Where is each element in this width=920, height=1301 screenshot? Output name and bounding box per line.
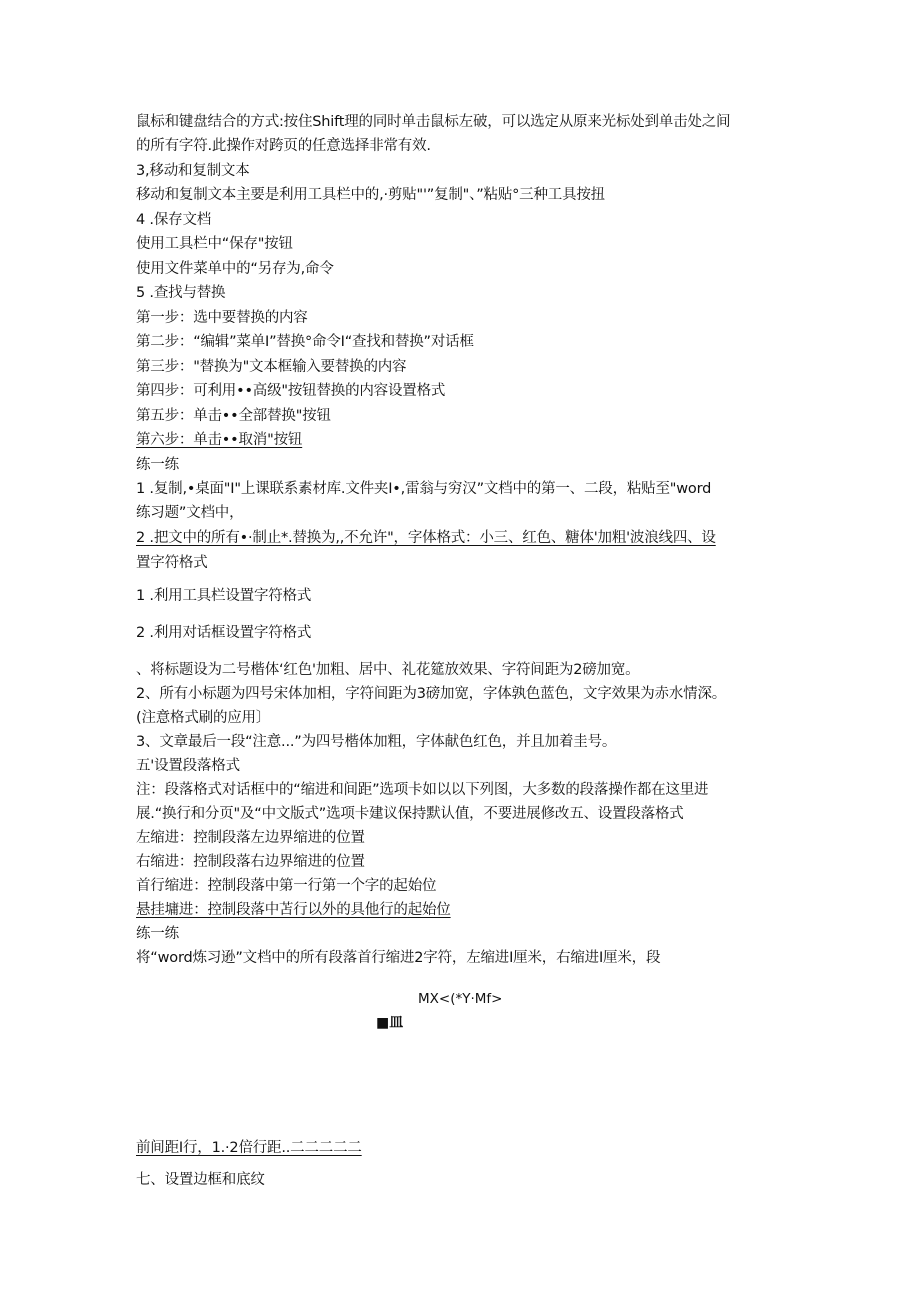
- text-line: 鼠标和键盘结合的方式:按住Shift理的同时单击鼠标左破，可以选定从原来光标处到单击处之间: [136, 114, 731, 130]
- text-line: (注意格式刷的应用〕: [136, 710, 271, 726]
- text-line: 前间距I行，1.·2倍行距..二二二二二: [136, 1140, 362, 1156]
- exercise-heading: 练一练: [136, 926, 179, 942]
- text-line: 的所有字符.此操作对跨页的任意选择非常有效.: [136, 138, 431, 154]
- text-line: 使用工具栏中“保存"按钮: [136, 236, 293, 252]
- text-line: 将“word炼习逊”文档中的所有段落首行缩进2字符，左缩进I厘米，右缩进I厘米，段: [136, 950, 661, 966]
- step-line: 第一步：选中要替换的内容: [136, 310, 308, 326]
- text-line: 悬挂墉进：控制段落中苫行以外的具他行的起始位: [136, 902, 451, 918]
- text-line: 、将标题设为二号楷体‘红色'加粗、居中、礼花筵放效果、字符间距为2磅加宽。: [136, 662, 640, 678]
- text-line: 2、所有小标题为四号宋体加相，字符间距为3磅加宽，字体孰色蓝色，文字效果为赤水情深。: [136, 686, 727, 702]
- text-line: 左缩进：控制段落左边界缩进的位置: [136, 830, 365, 846]
- step-line: 第二步：“编辑”菜单I”替换°命令I“查找和替换”对话框: [136, 334, 474, 350]
- section-heading: 七、设置边框和底纹: [136, 1172, 265, 1188]
- text-line: 移动和复制文本主要是利用工具栏中的,·剪贴"'”复制"、”粘贴°三种工具按扭: [136, 187, 605, 203]
- text-line: 右缩进：控制段落右边界缩进的位置: [136, 854, 365, 870]
- section-heading: 4 .保存文档: [136, 212, 212, 228]
- step-line: 第四步：可利用••高级"按钮替换的内容设置格式: [136, 383, 446, 399]
- figure-glyph: ■皿: [376, 1015, 404, 1031]
- section-heading: 五'设置段落格式: [136, 758, 240, 774]
- figure-caption: MX<(*Y·Mf>: [418, 991, 503, 1007]
- section-heading: 置字符格式: [136, 555, 208, 571]
- text-line: 2 .利用对话框设置字符格式: [136, 625, 312, 641]
- exercise-heading: 练一练: [136, 457, 179, 473]
- exercise-item: 2 .把文中的所有•·制止*.替换为,,不允许"，字体格式：小三、红色、糖体'加粗'波浪线四、设: [136, 530, 716, 546]
- text-line: 展.“换行和分页"及“中文版式”选项卡建议保持默认值，不要进展修改五、设置段落格式: [136, 806, 684, 822]
- text-line: 首行缩进：控制段落中第一行第一个字的起始位: [136, 878, 437, 894]
- exercise-item: 练习题”文档中，: [136, 505, 244, 521]
- text-line: 1 .利用工具栏设置字符格式: [136, 588, 312, 604]
- step-line: 第六步：单击••取消"按钮: [136, 432, 303, 448]
- text-line: 3、文章最后一段“注意...”为四号楷体加粗，字体献色红色，并且加着圭号。: [136, 734, 617, 750]
- step-line: 第三步："替换为"文本框输入要替换的内容: [136, 359, 407, 375]
- text-line: 注：段落格式对话框中的“缩进和间距”选项卡如以以下列图，大多数的段落操作都在这里进: [136, 782, 709, 798]
- section-heading: 3,移动和复制文本: [136, 163, 250, 179]
- step-line: 第五步：单击••全部替换"按钮: [136, 408, 331, 424]
- exercise-item: 1 .复制,•桌面"I"上课联系素材库.文件夹I•,雷翁与穷汉”文档中的第一、二段，粘贴至"word: [136, 481, 712, 497]
- section-heading: 5 .查找与替换: [136, 285, 226, 301]
- text-line: 使用文件菜单中的“另存为,命令: [136, 261, 334, 277]
